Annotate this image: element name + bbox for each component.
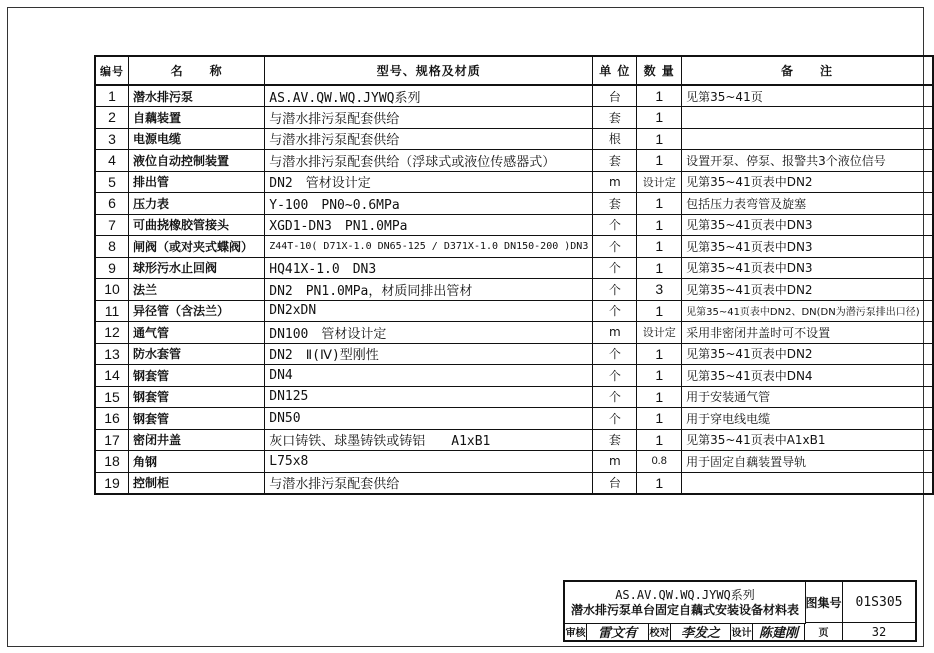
header-unit: 单 位 xyxy=(593,56,637,85)
cell-no: 6 xyxy=(95,193,129,215)
header-name: 名 称 xyxy=(129,56,265,85)
cell-unit: m xyxy=(593,322,637,344)
cell-remark xyxy=(682,472,933,494)
cell-unit: 个 xyxy=(593,386,637,408)
cell-no: 3 xyxy=(95,128,129,150)
cell-qty: 1 xyxy=(637,386,682,408)
table-row xyxy=(95,193,933,215)
cell-qty: 1 xyxy=(637,128,682,150)
cell-no: 11 xyxy=(95,300,129,322)
cell-no: 10 xyxy=(95,279,129,301)
cell-qty: 设计定 xyxy=(637,322,682,344)
cell-spec: XGD1-DN3 PN1.0MPa xyxy=(265,214,593,236)
cell-remark: 见第35~41页表中DN2 xyxy=(682,279,933,301)
cell-unit: m xyxy=(593,451,637,473)
cell-remark: 设置开泵、停泵、报警共3个液位信号 xyxy=(682,150,933,172)
cell-unit: 台 xyxy=(593,85,637,107)
table-row xyxy=(95,214,933,236)
table-row xyxy=(95,257,933,279)
title-line-1: AS.AV.QW.WQ.JYWQ系列 xyxy=(615,587,755,602)
header-remark: 备 注 xyxy=(682,56,933,85)
cell-qty: 1 xyxy=(637,257,682,279)
table-row xyxy=(95,429,933,451)
cell-spec: DN50 xyxy=(265,408,593,430)
cell-no: 18 xyxy=(95,451,129,473)
cell-no: 8 xyxy=(95,236,129,258)
design-label: 设计 xyxy=(731,623,753,640)
table-row xyxy=(95,150,933,172)
cell-spec: DN125 xyxy=(265,386,593,408)
header-qty: 数 量 xyxy=(637,56,682,85)
cell-no: 9 xyxy=(95,257,129,279)
header-spec: 型号、规格及材质 xyxy=(265,56,593,85)
cell-name: 通气管 xyxy=(129,322,265,344)
cell-qty: 1 xyxy=(637,214,682,236)
cell-no: 1 xyxy=(95,85,129,107)
table-row xyxy=(95,386,933,408)
table-row xyxy=(95,343,933,365)
cell-spec: 与潜水排污泵配套供给 xyxy=(265,107,593,129)
cell-qty: 1 xyxy=(637,472,682,494)
cell-remark: 见第35~41页表中DN2、DN(DN为潜污泵排出口径) xyxy=(682,300,933,322)
cell-remark: 见第35~41页表中DN3 xyxy=(682,214,933,236)
cell-spec: DN2 管材设计定 xyxy=(265,171,593,193)
cell-unit: 个 xyxy=(593,343,637,365)
cell-name: 异径管（含法兰） xyxy=(129,300,265,322)
cell-unit: 个 xyxy=(593,257,637,279)
cell-remark: 用于穿电线电缆 xyxy=(682,408,933,430)
cell-name: 可曲挠橡胶管接头 xyxy=(129,214,265,236)
header-no: 编号 xyxy=(95,56,129,85)
cell-no: 19 xyxy=(95,472,129,494)
cell-qty: 1 xyxy=(637,236,682,258)
page-number: 32 xyxy=(871,624,887,639)
cell-unit: 套 xyxy=(593,193,637,215)
cell-name: 法兰 xyxy=(129,279,265,301)
cell-no: 14 xyxy=(95,365,129,387)
page-label: 页 xyxy=(805,623,843,640)
cell-no: 16 xyxy=(95,408,129,430)
cell-unit: 套 xyxy=(593,429,637,451)
cell-spec: DN2 Ⅱ(Ⅳ)型刚性 xyxy=(265,343,593,365)
cell-name: 液位自动控制装置 xyxy=(129,150,265,172)
cell-remark: 见第35~41页表中DN2 xyxy=(682,343,933,365)
cell-unit: 根 xyxy=(593,128,637,150)
cell-remark: 见第35~41页表中DN3 xyxy=(682,257,933,279)
cell-remark: 见第35~41页表中A1xB1 xyxy=(682,429,933,451)
cell-name: 压力表 xyxy=(129,193,265,215)
material-table xyxy=(94,55,934,495)
table-row xyxy=(95,107,933,129)
table-row xyxy=(95,472,933,494)
cell-no: 15 xyxy=(95,386,129,408)
cell-remark: 采用非密闭井盖时可不设置 xyxy=(682,322,933,344)
cell-spec: AS.AV.QW.WQ.JYWQ系列 xyxy=(265,85,593,107)
cell-spec: HQ41X-1.0 DN3 xyxy=(265,257,593,279)
table-row xyxy=(95,128,933,150)
cell-name: 潜水排污泵 xyxy=(129,85,265,107)
cell-unit: 个 xyxy=(593,300,637,322)
cell-remark: 见第35~41页 xyxy=(682,85,933,107)
cell-spec: Y-100 PN0~0.6MPa xyxy=(265,193,593,215)
table-row xyxy=(95,451,933,473)
cell-qty: 1 xyxy=(637,107,682,129)
cell-name: 球形污水止回阀 xyxy=(129,257,265,279)
cell-name: 钢套管 xyxy=(129,386,265,408)
atlas-number: 01S305 xyxy=(843,582,915,623)
cell-name: 电源电缆 xyxy=(129,128,265,150)
table-row xyxy=(95,85,933,107)
table-header-row xyxy=(95,56,933,85)
atlas-label: 图集号 xyxy=(805,582,843,623)
cell-unit: 套 xyxy=(593,107,637,129)
cell-remark xyxy=(682,107,933,129)
cell-qty: 1 xyxy=(637,429,682,451)
check-label: 校对 xyxy=(649,623,671,640)
cell-spec: DN100 管材设计定 xyxy=(265,322,593,344)
table-row xyxy=(95,322,933,344)
cell-remark: 包括压力表弯管及旋塞 xyxy=(682,193,933,215)
cell-spec: Z44T-10( D71X-1.0 DN65-125 / D371X-1.0 DN150-200 )DN3 xyxy=(265,236,593,258)
review-signature: 雷文有 xyxy=(587,623,649,640)
cell-qty: 设计定 xyxy=(637,171,682,193)
cell-unit: 个 xyxy=(593,279,637,301)
cell-unit: 套 xyxy=(593,150,637,172)
design-signature: 陈建刚 xyxy=(753,623,805,640)
cell-remark: 见第35~41页表中DN3 xyxy=(682,236,933,258)
cell-spec: 与潜水排污泵配套供给（浮球式或液位传感器式） xyxy=(265,150,593,172)
cell-no: 17 xyxy=(95,429,129,451)
title-line-2: 潜水排污泵单台固定自藕式安装设备材料表 xyxy=(570,602,799,617)
cell-unit: 个 xyxy=(593,408,637,430)
cell-qty: 1 xyxy=(637,193,682,215)
cell-spec: 灰口铸铁、球墨铸铁或铸铝 A1xB1 xyxy=(265,429,593,451)
drawing-title xyxy=(565,582,806,624)
table-row xyxy=(95,408,933,430)
cell-name: 钢套管 xyxy=(129,365,265,387)
table-row xyxy=(95,300,933,322)
table-row xyxy=(95,279,933,301)
cell-name: 角钢 xyxy=(129,451,265,473)
cell-remark: 见第35~41页表中DN2 xyxy=(682,171,933,193)
cell-name: 控制柜 xyxy=(129,472,265,494)
cell-no: 13 xyxy=(95,343,129,365)
cell-spec: DN4 xyxy=(265,365,593,387)
cell-unit: 个 xyxy=(593,365,637,387)
cell-qty: 1 xyxy=(637,365,682,387)
cell-no: 12 xyxy=(95,322,129,344)
cell-qty: 3 xyxy=(637,279,682,301)
cell-qty: 1 xyxy=(637,300,682,322)
cell-no: 5 xyxy=(95,171,129,193)
cell-unit: 个 xyxy=(593,214,637,236)
cell-name: 钢套管 xyxy=(129,408,265,430)
table-row xyxy=(95,171,933,193)
cell-remark: 用于安装通气管 xyxy=(682,386,933,408)
table-row xyxy=(95,236,933,258)
cell-spec: 与潜水排污泵配套供给 xyxy=(265,472,593,494)
title-block xyxy=(563,580,917,642)
cell-name: 防水套管 xyxy=(129,343,265,365)
check-signature: 李发之 xyxy=(671,623,731,640)
cell-name: 自藕装置 xyxy=(129,107,265,129)
cell-remark xyxy=(682,128,933,150)
cell-unit: 个 xyxy=(593,236,637,258)
cell-remark: 用于固定自藕装置导轨 xyxy=(682,451,933,473)
cell-no: 7 xyxy=(95,214,129,236)
cell-unit: 台 xyxy=(593,472,637,494)
cell-remark: 见第35~41页表中DN4 xyxy=(682,365,933,387)
cell-qty: 1 xyxy=(637,85,682,107)
cell-qty: 1 xyxy=(637,408,682,430)
cell-spec: 与潜水排污泵配套供给 xyxy=(265,128,593,150)
cell-spec: DN2xDN xyxy=(265,300,593,322)
cell-name: 密闭井盖 xyxy=(129,429,265,451)
cell-name: 排出管 xyxy=(129,171,265,193)
cell-unit: m xyxy=(593,171,637,193)
cell-no: 2 xyxy=(95,107,129,129)
cell-qty: 1 xyxy=(637,150,682,172)
cell-qty: 1 xyxy=(637,343,682,365)
cell-qty: 0.8 xyxy=(637,451,682,473)
cell-no: 4 xyxy=(95,150,129,172)
cell-name: 闸阀（或对夹式蝶阀） xyxy=(129,236,265,258)
cell-spec: DN2 PN1.0MPa，材质同排出管材 xyxy=(265,279,593,301)
review-label: 审核 xyxy=(565,623,587,640)
cell-spec: L75x8 xyxy=(265,451,593,473)
table-row xyxy=(95,365,933,387)
